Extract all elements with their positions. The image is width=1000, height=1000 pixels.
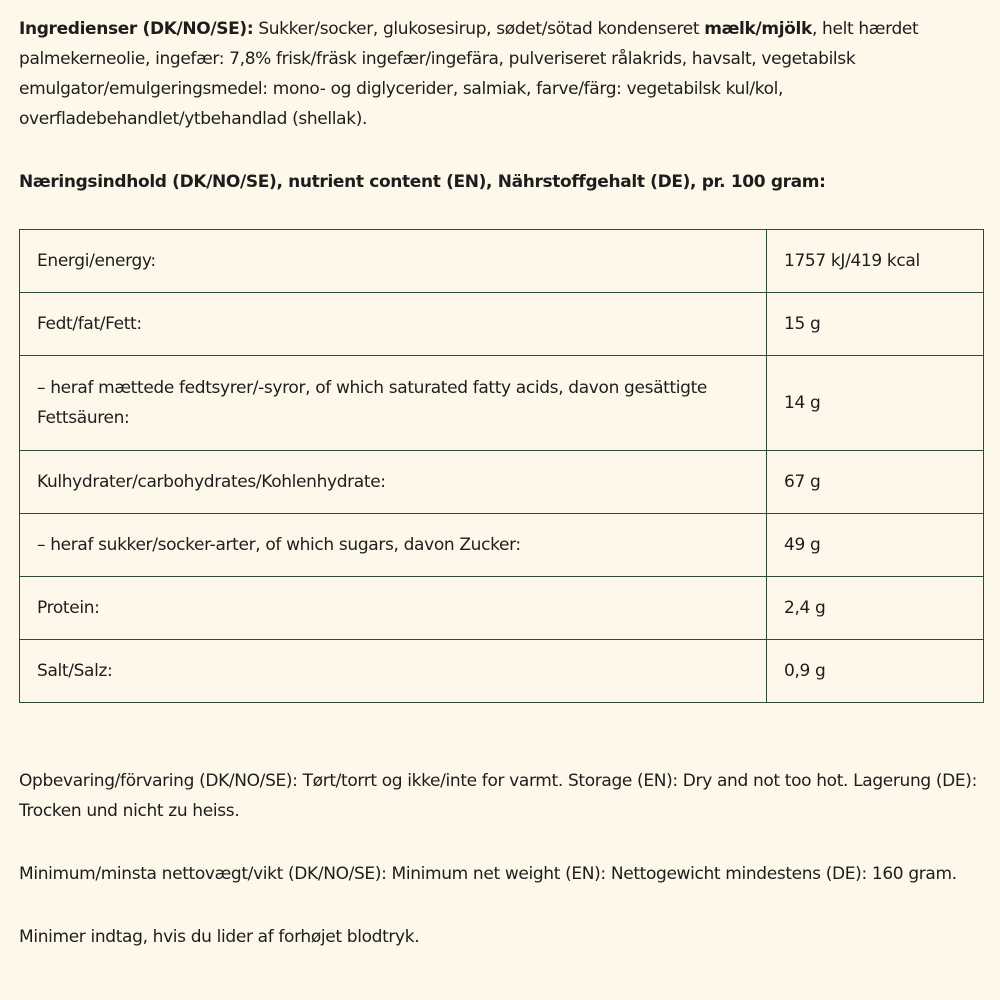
nutrient-value: 14 g <box>767 356 984 451</box>
nutrient-value: 2,4 g <box>767 577 984 640</box>
ingredients-label: Ingredienser (DK/NO/SE): <box>19 19 254 39</box>
nutrient-label: Energi/energy: <box>20 230 767 293</box>
table-row <box>20 293 984 356</box>
table-row <box>20 356 984 451</box>
nutrient-label: Protein: <box>20 577 767 640</box>
table-row <box>20 577 984 640</box>
net-weight-info: Minimum/minsta nettovægt/vikt (DK/NO/SE): Minimum net weight (EN): Nettogewicht mindestens (DE): 160 gram. <box>19 864 957 884</box>
ingredients-text-2: , helt hærdet palmekerneolie, ingefær: 7,8% frisk/fräsk ingefær/ingefära, pulveriseret rålakrids, havsalt, vegetabilsk emulgator/emulgeringsmedel: mono- og diglycerider, salmiak, farve/färg: vegetabilsk kul/kol, overfladebehandlet/ytbehandlad (shellak). <box>19 19 919 129</box>
nutrient-label: Kulhydrater/carbohydrates/Kohlenhydrate: <box>20 451 767 514</box>
nutrient-value: 0,9 g <box>767 640 984 703</box>
table-row <box>20 451 984 514</box>
nutrient-value: 1757 kJ/419 kcal <box>767 230 984 293</box>
nutrient-value: 15 g <box>767 293 984 356</box>
nutrient-value: 49 g <box>767 514 984 577</box>
nutrient-label: – heraf mættede fedtsyrer/-syror, of which saturated fatty acids, davon gesättigte Fettsäuren: <box>20 356 767 451</box>
ingredients-paragraph <box>19 14 981 134</box>
table-row <box>20 640 984 703</box>
storage-info: Opbevaring/förvaring (DK/NO/SE): Tørt/torrt og ikke/inte for varmt. Storage (EN): Dry and not too hot. Lagerung (DE): Trocken und nicht zu heiss. <box>19 771 977 821</box>
nutrition-heading: Næringsindhold (DK/NO/SE), nutrient content (EN), Nährstoffgehalt (DE), pr. 100 gram: <box>19 172 826 192</box>
nutrient-label: Salt/Salz: <box>20 640 767 703</box>
nutrient-value: 67 g <box>767 451 984 514</box>
nutrient-label: Fedt/fat/Fett: <box>20 293 767 356</box>
ingredients-allergen: mælk/mjölk <box>704 19 812 39</box>
health-advice: Minimer indtag, hvis du lider af forhøjet blodtryk. <box>19 927 420 947</box>
nutrient-label: – heraf sukker/socker-arter, of which sugars, davon Zucker: <box>20 514 767 577</box>
product-info <box>19 14 981 952</box>
ingredients-text-1: Sukker/socker, glukosesirup, sødet/sötad kondenseret <box>253 19 705 39</box>
nutrition-table <box>19 229 984 703</box>
table-row <box>20 514 984 577</box>
table-row <box>20 230 984 293</box>
